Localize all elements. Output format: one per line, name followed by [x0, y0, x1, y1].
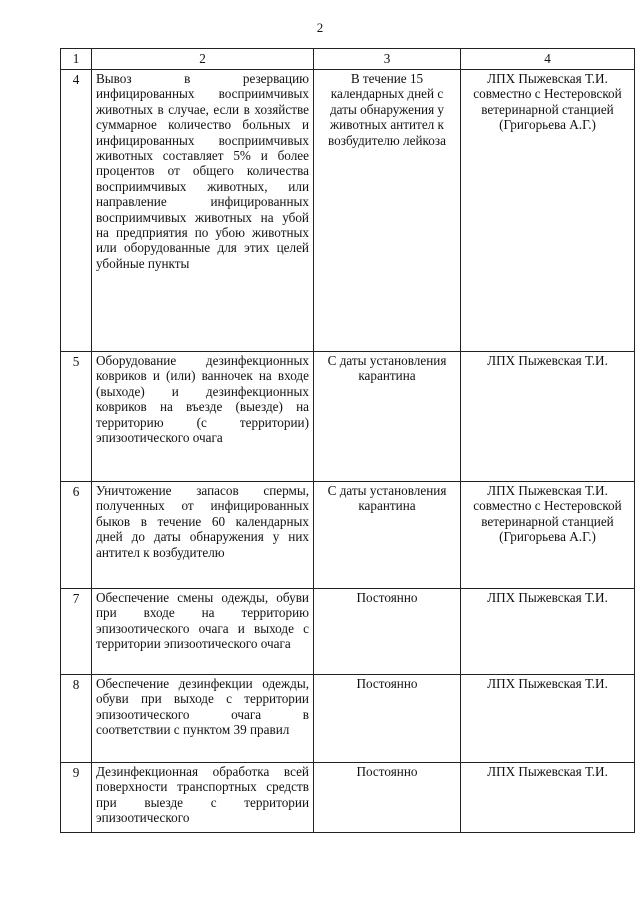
table-row	[61, 589, 635, 675]
row-action: Уничтожение запасов спермы, полученных от инфицированных быков в течение 60 календарных дней до даты обнаружения у них антител к возбудителю	[92, 482, 314, 589]
row-number: 5	[61, 352, 92, 482]
row-responsible: ЛПХ Пыжевская Т.И.	[461, 763, 635, 833]
row-term: С даты установления карантина	[314, 482, 461, 589]
header-cell: 4	[461, 49, 635, 70]
table-row	[61, 70, 635, 352]
row-action: Дезинфекционная обработка всей поверхности транспортных средств при выезде с территории эпизоотического	[92, 763, 314, 833]
row-responsible: ЛПХ Пыжевская Т.И.	[461, 352, 635, 482]
header-cell: 1	[61, 49, 92, 70]
table-row	[61, 352, 635, 482]
row-term: С даты установления карантина	[314, 352, 461, 482]
row-responsible: ЛПХ Пыжевская Т.И.	[461, 675, 635, 763]
measures-table	[60, 48, 635, 833]
row-number: 4	[61, 70, 92, 352]
row-term: Постоянно	[314, 675, 461, 763]
header-cell: 2	[92, 49, 314, 70]
row-responsible: ЛПХ Пыжевская Т.И. совместно с Нестеровской ветеринарной станцией (Григорьева А.Г.)	[461, 70, 635, 352]
row-number: 9	[61, 763, 92, 833]
row-number: 8	[61, 675, 92, 763]
page-number: 2	[316, 20, 324, 35]
header-cell: 3	[314, 49, 461, 70]
row-action: Обеспечение смены одежды, обуви при входе на территорию эпизоотического очага и выходе с территории эпизоотического очага	[92, 589, 314, 675]
row-action: Вывоз в резервацию инфицированных восприимчивых животных в случае, если в хозяйстве суммарное количество больных и инфицированных восприимчивых животных составляет 5% и более процентов от общего количества восприимчивых животных, или направление инфицированных восприимчивых животных на убой на предприятия по убою животных или оборудованные для этих целей убойные пункты	[92, 70, 314, 352]
row-action: Оборудование дезинфекционных ковриков и (или) ванночек на входе (выходе) и дезинфекционных ковриков на въезде (выезде) на территорию (с территории) эпизоотического очага	[92, 352, 314, 482]
table-row	[61, 763, 635, 833]
table-header-row	[61, 49, 635, 70]
row-number: 7	[61, 589, 92, 675]
row-number: 6	[61, 482, 92, 589]
row-term: Постоянно	[314, 589, 461, 675]
table-row	[61, 482, 635, 589]
table-row	[61, 675, 635, 763]
row-action: Обеспечение дезинфекции одежды, обуви при выходе с территории эпизоотического очага в соответствии с пунктом 39 правил	[92, 675, 314, 763]
row-term: Постоянно	[314, 763, 461, 833]
row-term: В течение 15 календарных дней с даты обнаружения у животных антител к возбудителю лейкоза	[314, 70, 461, 352]
row-responsible: ЛПХ Пыжевская Т.И.	[461, 589, 635, 675]
row-responsible: ЛПХ Пыжевская Т.И. совместно с Нестеровской ветеринарной станцией (Григорьева А.Г.)	[461, 482, 635, 589]
